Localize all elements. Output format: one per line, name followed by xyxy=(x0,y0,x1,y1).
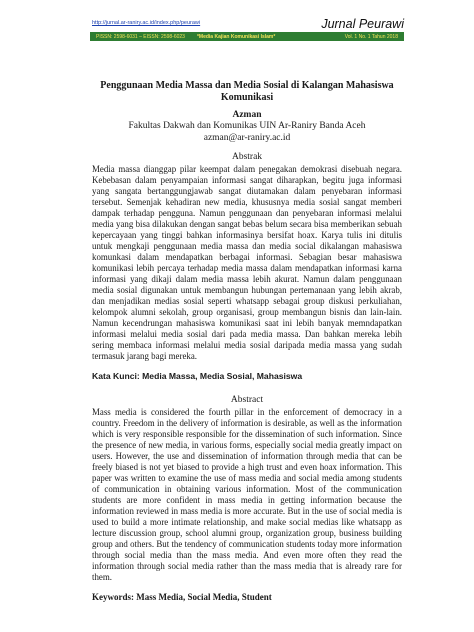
volume-text: Vol. 1 No. 1 Tahun 2018 xyxy=(344,33,398,40)
issn-text: PISSN: 2598-6031 – EISSN: 2598-6023 xyxy=(96,33,185,40)
abstract-heading: Abstract xyxy=(230,394,264,405)
author-name: Azman xyxy=(232,110,262,120)
journal-info-bar xyxy=(90,32,404,41)
abstract-body: Mass media is considered the fourth pillar in the enforcement of democracy in a country. Freedom in the delivery of information is desirable, as well as the information which is very responsible responsible for the dissemination of such information. Since the presence of new media, in various forms, especially social media greatly impact on users. However, the use and dissemination of information through media that can be freely biased is not yet biased to provide a high trust and even hoax information. This paper was written to examine the use of mass media and social media among students of communication in obtaining various information. Most of the communication students are more confident in mass media in getting information because the information reviewed in mass media is more accurate. But in the use of social media is used to build a more intimate relationship, and make social medias like whatsapp as lecture discussion group, school alumni group, organization group, business building group and others. But the tendency of communication students today more information through social media than the mass media. And even more often they read the information through social media rather than the mass media that is already rare for them. xyxy=(92,406,402,582)
journal-name: Jurnal Peurawi xyxy=(321,17,404,31)
paper-title: Penggunaan Media Massa dan Media Sosial di Kalangan Mahasiswa Komunikasi xyxy=(100,80,394,103)
journal-url-link[interactable]: http://jurnal.ar-raniry.ac.id/index.php/peurawi xyxy=(92,20,201,26)
keywords-line xyxy=(92,592,402,602)
journal-motto: *Media Kajian Komunikasi Islam* xyxy=(196,33,276,40)
abstrak-heading: Abstrak xyxy=(231,152,263,162)
keywords-value: : Mass Media, Social Media, Student xyxy=(131,591,272,602)
abstrak-body: Media massa dianggap pilar keempat dalam penegakan demokrasi disebuah negara. Kebebasan dalam penyampaian informasi sangat diharapkan, begitu juga informasi yang sangata bertanggungjawab sangat diutamakan dalam penyebaran informasi tersebut. Semenjak kehadiran new media, khususnya media sosial sangat memberi dampak terhadap pengguna. Namun penggunaan dan penyebaran informasi melalui media yang bisa dilakukan dengan sangat bebas belum secara bisa memberikan sebuah kepercayaan yang tinggi bahkan informasinya bersifat hoax. Karya tulis ini ditulis untuk mengkaji penggunaan media massa dan media social dikalangan mahasiswa komunkasi dalam mendapatkan berbagai informasi. Sebagian besar mahasiswa komunikasi lebih percaya terhadap media massa dalam mendapatkan informasi karna informasi yang dikaji dalam media massa lebih akurat. Namun dalam penggunaan media sosial digunakan untuk membangun hubungan pertemanaan yang lebih akrab, dan menjadikan medias sosial seperti whatsapp sebagai group diskusi perkuliahan, kelompok alumni sekolah, group organisasi, group membangun bisnis dan lain-lain. Namun kecendrungan mahasiswa komunikasi saat ini lebih banyak memndapatkan informasi melalui media sosial dari pada media massa. Dan bahkan mereka lebih sering membaca informasi melalui media sosial daripada media massa yang sudah termasuk jarang bagi mereka. xyxy=(92,164,402,361)
keywords-label: Keywords xyxy=(92,591,131,602)
author-email: azman@ar-raniry.ac.id xyxy=(203,133,291,143)
kata-kunci: Kata Kunci: Media Massa, Media Sosial, Mahasiswa xyxy=(92,370,303,381)
journal-header xyxy=(90,17,404,52)
author-affiliation: Fakultas Dakwah dan Komunikas UIN Ar-Raniry Banda Aceh xyxy=(128,121,366,131)
paper-content xyxy=(92,80,402,602)
